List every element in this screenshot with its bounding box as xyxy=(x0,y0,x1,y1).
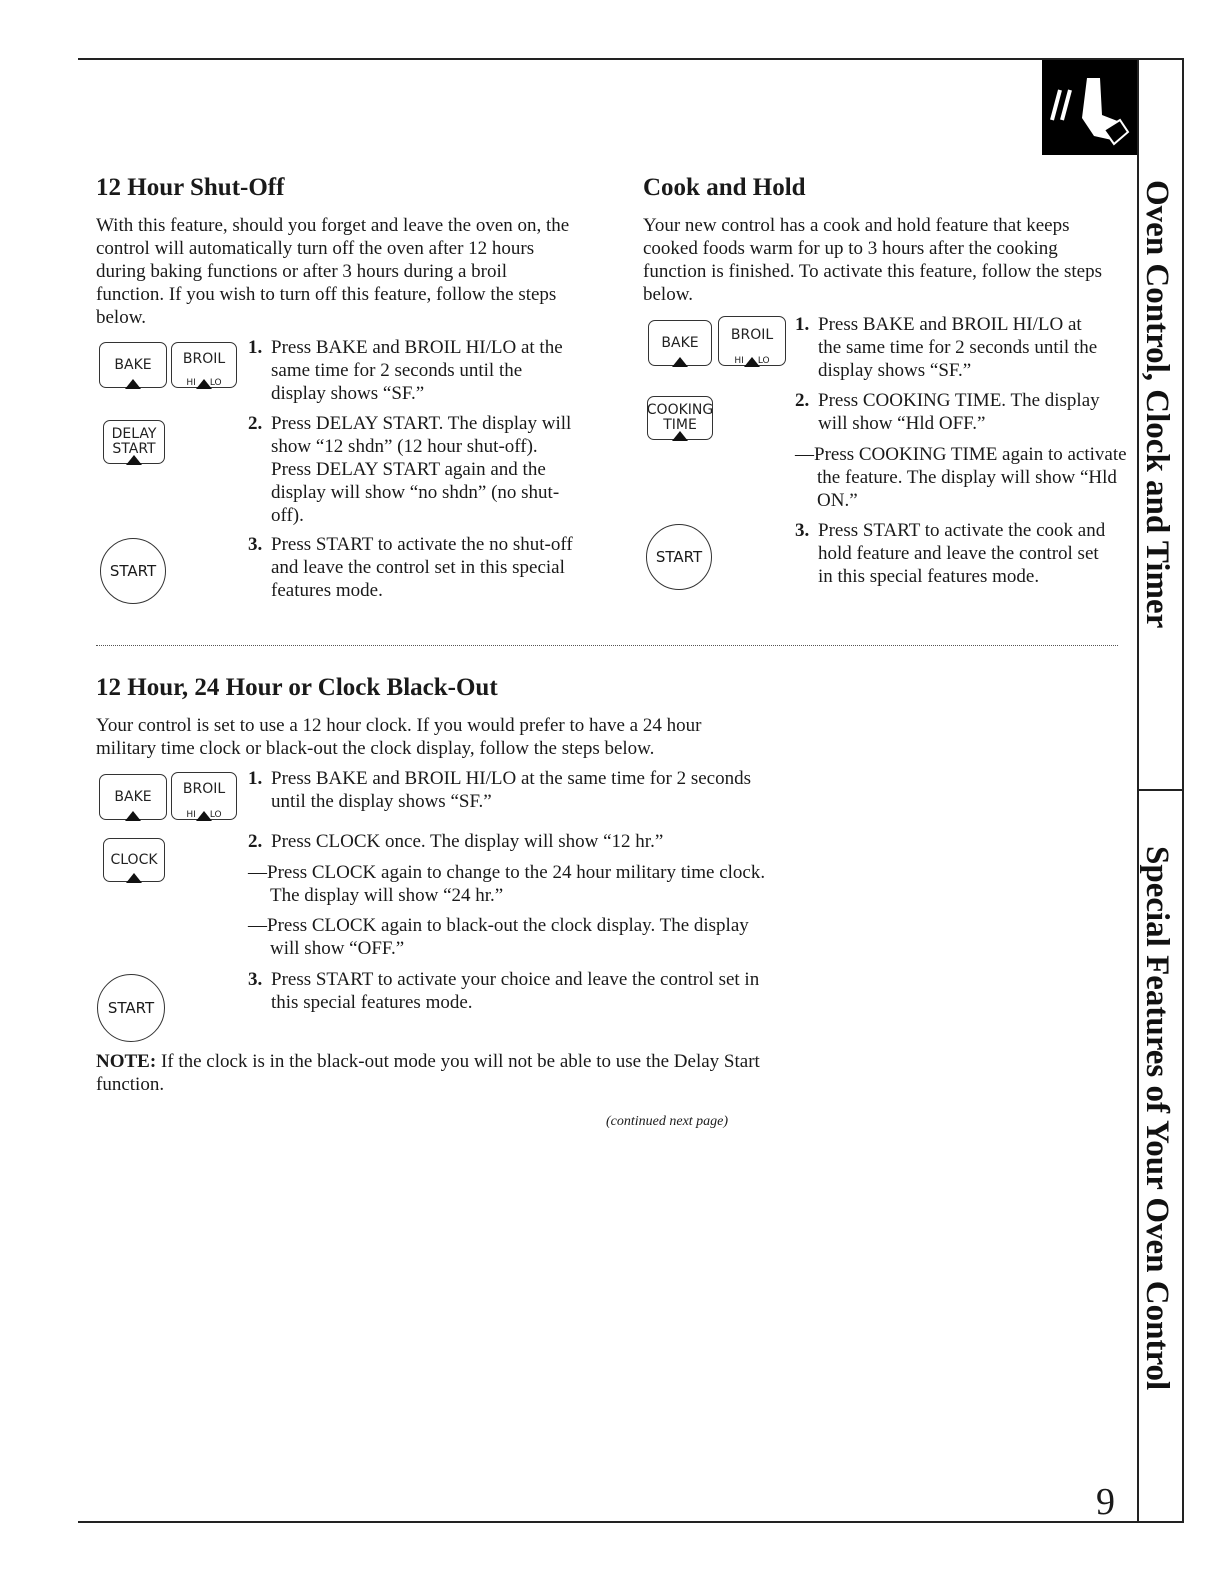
start-button[interactable]: START xyxy=(97,974,165,1042)
key-pointer-icon xyxy=(125,379,141,389)
key-pointer-icon xyxy=(196,811,212,821)
key-pointer-icon xyxy=(126,873,142,883)
cookhold-step-1: 1. Press BAKE and BROIL HI/LO at the same time for 2 seconds until the display shows “SF.” xyxy=(795,314,1098,381)
section-divider xyxy=(96,645,1118,647)
bake-key[interactable]: BAKE xyxy=(648,320,712,366)
cookhold-step-2: 2. Press COOKING TIME. The display will show “Hld OFF.” xyxy=(795,390,1100,434)
bake-key[interactable] xyxy=(99,342,167,388)
cooking-time-key[interactable]: COOKING TIME xyxy=(647,396,713,440)
key-pointer-icon xyxy=(126,455,142,465)
key-pointer-icon xyxy=(196,379,212,389)
bottom-rule xyxy=(78,1521,1184,1523)
bake-key[interactable]: BAKE xyxy=(99,774,167,820)
shutoff-title: 12 Hour Shut-Off xyxy=(96,174,285,201)
clock-key[interactable]: CLOCK xyxy=(103,838,165,882)
blackout-intro: Your control is set to use a 12 hour clock. If you would prefer to have a 24 hour military time clock or black-out the clock display, follow the steps below. xyxy=(96,715,702,759)
sidebar-tab-special-features: Special Features of Your Oven Control xyxy=(1139,846,1175,1391)
pointing-hand-icon xyxy=(1042,60,1137,155)
cookhold-intro: Your new control has a cook and hold feature that keeps cooked foods warm for up to 3 hours after the cooking function is finished. To activate this feature, follow the steps below. xyxy=(643,215,1102,305)
blackout-step-2c: —Press CLOCK again to black-out the clock display. The display will show “OFF.” xyxy=(248,915,749,959)
start-button[interactable]: START xyxy=(646,524,712,590)
blackout-title: 12 Hour, 24 Hour or Clock Black-Out xyxy=(96,674,498,701)
cookhold-step-2b: —Press COOKING TIME again to activate the feature. The display will show “Hld ON.” xyxy=(795,444,1127,511)
bake-key-label: BAKE xyxy=(114,357,152,373)
shutoff-step-1: 1. Press BAKE and BROIL HI/LO at the same time for 2 seconds until the display shows “SF.” xyxy=(248,337,563,404)
blackout-note: NOTE: If the clock is in the black-out mode you will not be able to use the Delay Start function. xyxy=(96,1051,760,1095)
key-pointer-icon xyxy=(672,357,688,367)
sidebar-tab-oven-control: Oven Control, Clock and Timer xyxy=(1139,180,1175,629)
broil-hilo-key[interactable]: BROIL HI LO xyxy=(171,342,237,388)
sidebar-divider xyxy=(1137,789,1184,791)
continued-note: (continued next page) xyxy=(606,1114,729,1129)
page-number: 9 xyxy=(1096,1481,1115,1523)
top-rule xyxy=(78,58,1184,60)
blackout-step-2: 2. Press CLOCK once. The display will show “12 hr.” xyxy=(248,831,664,852)
cookhold-title: Cook and Hold xyxy=(643,174,806,201)
broil-hilo-key[interactable]: BROIL HI LO xyxy=(718,316,786,366)
blackout-step-3: 3. Press START to activate your choice and leave the control set in this special features mode. xyxy=(248,969,760,1013)
cookhold-step-3: 3. Press START to activate the cook and hold feature and leave the control set in this special features mode. xyxy=(795,520,1106,587)
key-pointer-icon xyxy=(744,357,760,367)
shutoff-step-2: 2. Press DELAY START. The display will show “12 shdn” (12 hour shut-off). Press DELAY START again and the display will show “no shdn” (no shut-off). xyxy=(248,413,572,526)
delay-start-key[interactable]: DELAY START xyxy=(103,420,165,464)
shutoff-step-3: 3. Press START to activate the no shut-off and leave the control set in this special features mode. xyxy=(248,534,573,601)
start-button[interactable]: START xyxy=(100,538,166,604)
broil-key-label: BROIL xyxy=(182,351,226,367)
blackout-step-2b: —Press CLOCK again to change to the 24 hour military time clock. The display will show “24 hr.” xyxy=(248,862,766,906)
broil-hilo-key[interactable]: BROIL HI LO xyxy=(171,772,237,820)
key-pointer-icon xyxy=(672,431,688,441)
blackout-step-1: 1. Press BAKE and BROIL HI/LO at the same time for 2 seconds until the display shows “SF.” xyxy=(248,768,752,812)
key-pointer-icon xyxy=(125,811,141,821)
shutoff-intro: With this feature, should you forget and leave the oven on, the control will automatically turn off the oven after 12 hours during baking functions or after 3 hours during a broil function. If you wish to turn off this feature, follow the steps below. xyxy=(96,215,570,328)
